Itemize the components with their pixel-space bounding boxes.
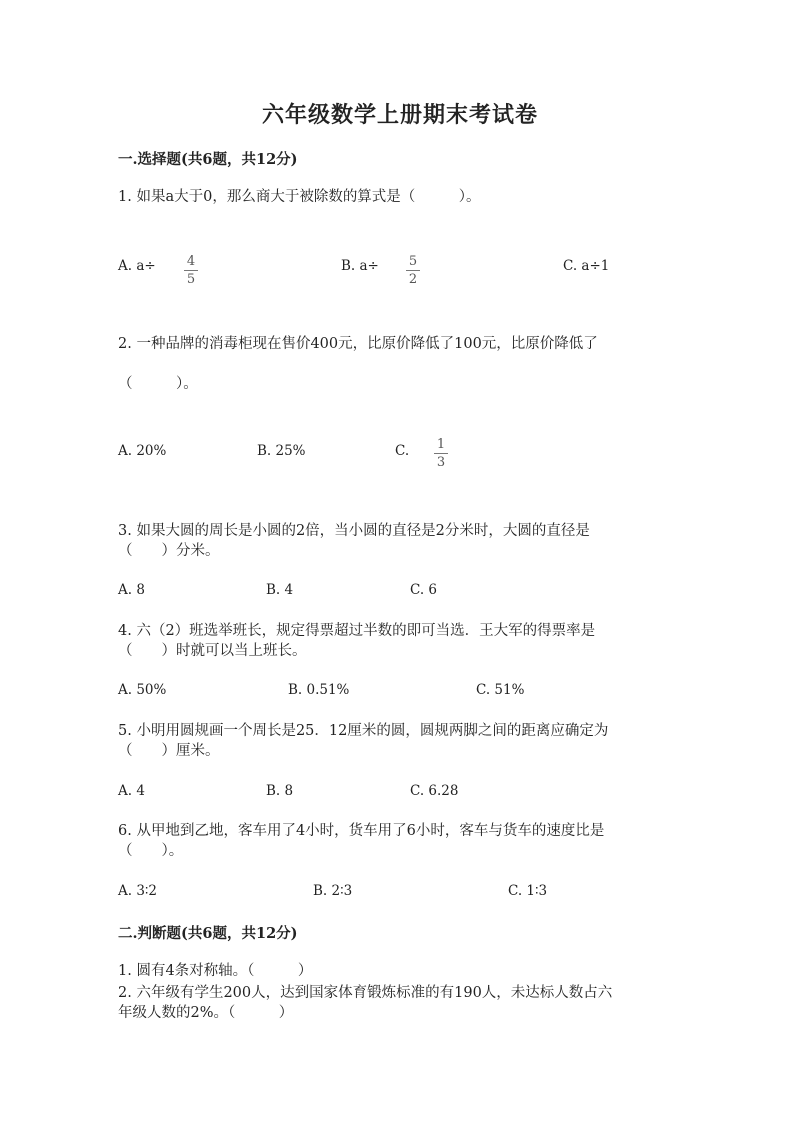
judgement-1-stem: 1. 圆有4条对称轴。（ ）	[118, 963, 313, 979]
q3-option-c-label: C. 6	[410, 582, 438, 598]
q6-option-b-label: B. 2∶3	[313, 883, 353, 899]
q1-option-b-fraction	[406, 254, 420, 287]
question-3-stem-line1: 3. 如果大圆的周长是小圆的2倍，当小圆的直径是2分米时，大圆的直径是	[118, 523, 590, 539]
fraction-bar	[184, 270, 198, 271]
q2-option-b-label: B. 25%	[257, 443, 306, 459]
question-2-stem-line1: 2. 一种品牌的消毒柜现在售价400元，比原价降低了100元，比原价降低了	[118, 336, 598, 352]
question-5-stem-line1: 5. 小明用圆规画一个周长是25．12厘米的圆，圆规两脚之间的距离应确定为	[118, 723, 609, 739]
q6-option-a-label: A. 3∶2	[118, 883, 158, 899]
fraction-bar	[406, 270, 420, 271]
question-3-stem-line2: （ ）分米。	[118, 543, 220, 559]
q1-option-a-fraction	[184, 254, 198, 287]
question-4-stem-line1: 4. 六（2）班选举班长，规定得票超过半数的即可当选．王大军的得票率是	[118, 623, 596, 639]
q5-option-a-label: A. 4	[118, 783, 145, 799]
judgement-2-stem-line2: 年级人数的2%。（ ）	[118, 1005, 294, 1021]
section-heading-choice: 一.选择题(共6题，共12分)	[118, 151, 298, 168]
q1-a-numerator: 4	[186, 254, 196, 269]
fraction-bar	[434, 453, 448, 454]
q4-option-b-label: B. 0.51%	[288, 682, 350, 698]
q1-option-b-label: B. a÷	[341, 258, 379, 274]
q4-option-a-label: A. 50%	[118, 682, 167, 698]
q3-option-a-label: A. 8	[118, 582, 145, 598]
q1-option-a-label: A. a÷	[118, 258, 156, 274]
question-4-stem-line2: （ ）时就可以当上班长。	[118, 643, 307, 659]
judgement-2-stem-line1: 2. 六年级有学生200人，达到国家体育锻炼标准的有190人，未达标人数占六	[118, 985, 613, 1001]
question-6-stem-line1: 6. 从甲地到乙地，客车用了4小时，货车用了6小时，客车与货车的速度比是	[118, 823, 605, 839]
question-2-stem-line2: （ ）。	[118, 376, 198, 392]
q2-option-c-fraction	[434, 437, 448, 470]
q6-option-c-label: C. 1∶3	[508, 883, 548, 899]
q2-option-c-label: C.	[395, 443, 410, 459]
question-5-stem-line2: （ ）厘米。	[118, 743, 220, 759]
q3-option-b-label: B. 4	[266, 582, 294, 598]
q2-option-a-label: A. 20%	[118, 443, 167, 459]
q1-option-c-label: C. a÷1	[563, 258, 610, 274]
q2-c-numerator: 1	[436, 437, 446, 452]
q4-option-c-label: C. 51%	[476, 682, 525, 698]
q1-a-denominator: 5	[186, 272, 196, 287]
q1-b-denominator: 2	[408, 272, 418, 287]
q5-option-b-label: B. 8	[266, 783, 294, 799]
q5-option-c-label: C. 6.28	[410, 783, 459, 799]
question-1-stem: 1. 如果a大于0，那么商大于被除数的算式是（ ）。	[118, 189, 481, 205]
page-title: 六年级数学上册期末考试卷	[261, 102, 538, 128]
question-6-stem-line2: （ ）。	[118, 843, 184, 859]
q2-c-denominator: 3	[436, 455, 446, 470]
section-heading-judgement: 二.判断题(共6题，共12分)	[118, 925, 298, 942]
q1-b-numerator: 5	[408, 254, 418, 269]
